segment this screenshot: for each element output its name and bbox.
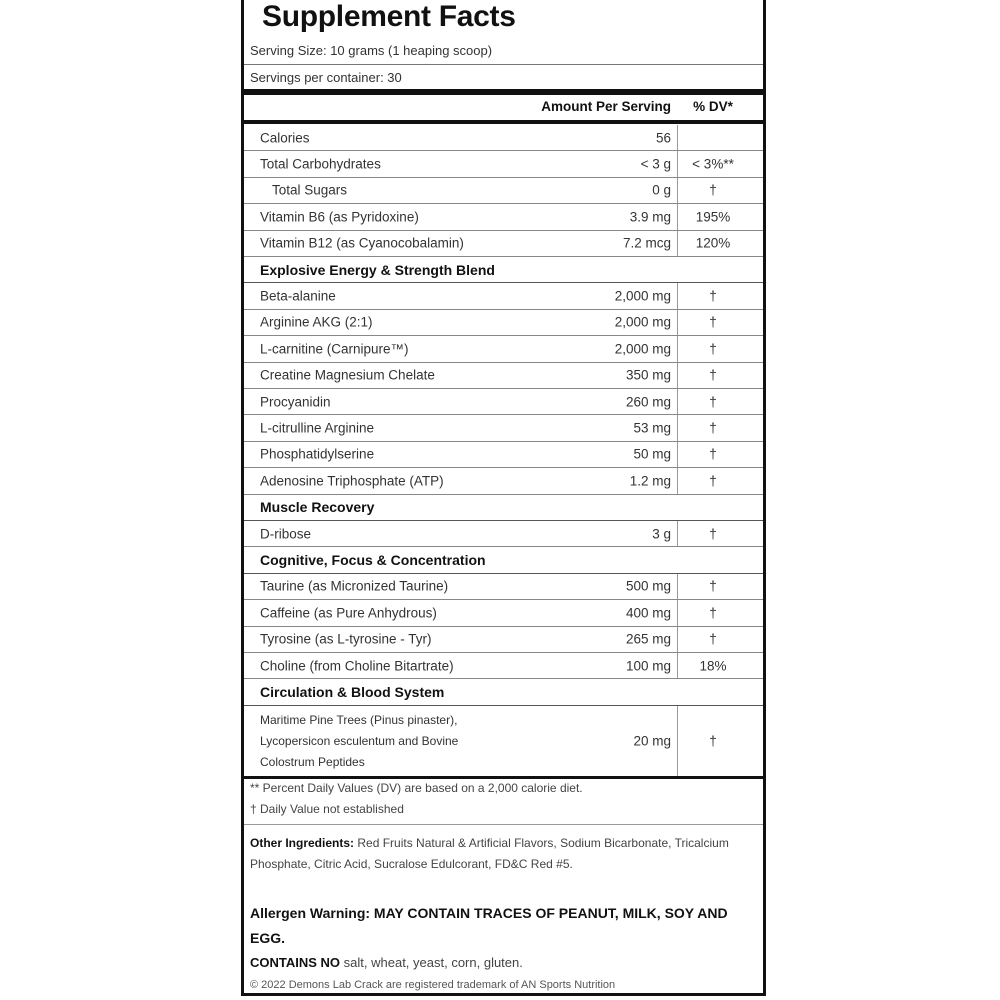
column-divider: [677, 204, 678, 229]
nutrient-amount: 3.9 mg: [629, 209, 671, 225]
allergen-warning: Allergen Warning: MAY CONTAIN TRACES OF PEANUT, MILK, SOY AND EGG.: [250, 905, 728, 946]
nutrient-name: D-ribose: [260, 526, 312, 542]
column-divider: [677, 310, 678, 335]
nutrient-amount: 3 g: [652, 526, 671, 542]
column-divider: [677, 706, 678, 777]
nutrient-amount: 50 mg: [633, 446, 671, 462]
nutrient-amount: 7.2 mcg: [622, 235, 671, 251]
section-row: [244, 679, 763, 705]
nutrient-amount: 2,000 mg: [614, 314, 671, 330]
daily-value: †: [709, 473, 717, 489]
nutrient-amount: 20 mg: [633, 733, 671, 749]
section-row: [244, 547, 763, 573]
nutrient-amount: < 3 g: [640, 156, 671, 172]
daily-value: †: [709, 605, 717, 621]
servings-per-container: Servings per container: 30: [250, 70, 402, 85]
nutrient-amount: 260 mg: [625, 394, 671, 410]
nutrient-name: Vitamin B6 (as Pyridoxine): [260, 209, 419, 225]
amount-per-serving-header: Amount Per Serving: [541, 99, 671, 114]
nutrient-name: L-carnitine (Carnipure™): [260, 341, 409, 357]
nutrient-row: [244, 125, 763, 151]
nutrient-row: [244, 231, 763, 257]
column-divider: [677, 600, 678, 625]
nutrient-name: L-citrulline Arginine: [260, 420, 375, 436]
nutrient-row: [244, 442, 763, 468]
daily-value: †: [709, 578, 717, 594]
daily-value: †: [709, 288, 717, 304]
nutrient-amount: 1.2 mg: [629, 473, 671, 489]
section-heading: Explosive Energy & Strength Blend: [260, 261, 495, 278]
nutrient-name: Tyrosine (as L-tyrosine - Tyr): [260, 631, 432, 647]
contains-no-label: CONTAINS NO: [250, 955, 341, 970]
column-divider: [677, 231, 678, 256]
nutrient-name: Total Carbohydrates: [260, 156, 381, 172]
serving-size: Serving Size: 10 grams (1 heaping scoop): [250, 43, 493, 58]
nutrient-row: [244, 706, 763, 778]
nutrient-row: [244, 178, 763, 204]
header-divider: [244, 120, 763, 124]
nutrient-row: [244, 600, 763, 626]
nutrient-name: Procyanidin: [260, 394, 331, 410]
dagger-footnote: † Daily Value not established: [250, 802, 404, 816]
column-divider: [677, 125, 678, 150]
other-ingredients-label: Other Ingredients:: [250, 836, 355, 850]
column-divider: [677, 415, 678, 440]
column-divider: [677, 363, 678, 388]
nutrient-name-line: Maritime Pine Trees (Pinus pinaster),: [260, 712, 458, 727]
nutrient-amount: 400 mg: [625, 605, 671, 621]
nutrient-name: [260, 710, 590, 773]
daily-value: †: [709, 733, 717, 749]
section-row: [244, 257, 763, 283]
dv-footnote: ** Percent Daily Values (DV) are based on a 2,000 calorie diet.: [250, 781, 583, 795]
nutrient-amount: 53 mg: [633, 420, 671, 436]
other-ingredients-text: Red Fruits Natural & Artificial Flavors, Sodium Bicarbonate, Tricalcium Phosphate, Citric Acid, Sucralose Edulcorant, FD&C Red #5.: [250, 836, 729, 871]
divider: [244, 64, 763, 65]
copyright: © 2022 Demons Lab Crack are registered trademark of AN Sports Nutrition: [250, 979, 616, 991]
daily-value: †: [709, 182, 717, 198]
nutrient-name: Arginine AKG (2:1): [260, 314, 373, 330]
nutrient-row: [244, 521, 763, 547]
daily-value: †: [709, 446, 717, 462]
nutrient-row: [244, 310, 763, 336]
section-heading: Circulation & Blood System: [260, 684, 445, 701]
nutrient-row: [244, 415, 763, 441]
nutrient-row: [244, 574, 763, 600]
nutrient-amount: 2,000 mg: [614, 341, 671, 357]
footnote-divider: [244, 824, 763, 825]
section-row: [244, 495, 763, 521]
nutrient-name: Calories: [260, 130, 310, 146]
column-divider: [677, 389, 678, 414]
nutrient-name: Taurine (as Micronized Taurine): [260, 578, 449, 594]
daily-value: †: [709, 314, 717, 330]
section-heading: Cognitive, Focus & Concentration: [260, 552, 486, 569]
nutrient-amount: 0 g: [652, 182, 671, 198]
nutrient-row: [244, 468, 763, 494]
nutrient-row: [244, 363, 763, 389]
nutrient-amount: 265 mg: [625, 631, 671, 647]
nutrient-name: Vitamin B12 (as Cyanocobalamin): [260, 235, 464, 251]
column-divider: [677, 574, 678, 599]
contains-no: [250, 955, 523, 970]
column-divider: [677, 653, 678, 678]
column-divider: [677, 151, 678, 176]
column-divider: [677, 468, 678, 493]
column-divider: [677, 521, 678, 546]
column-divider: [677, 336, 678, 361]
daily-value: †: [709, 631, 717, 647]
daily-value: < 3%**: [692, 156, 734, 172]
nutrient-name: Adenosine Triphosphate (ATP): [260, 473, 444, 489]
nutrient-name: Beta-alanine: [260, 288, 336, 304]
nutrient-name: Total Sugars: [272, 182, 348, 198]
column-divider: [677, 627, 678, 652]
nutrient-name: Phosphatidylserine: [260, 446, 375, 462]
column-divider: [677, 283, 678, 308]
nutrient-amount: 100 mg: [625, 658, 671, 674]
supplement-facts-panel: [241, 0, 766, 996]
dv-header: % DV*: [693, 99, 733, 114]
daily-value: †: [709, 526, 717, 542]
contains-no-text: salt, wheat, yeast, corn, gluten.: [340, 955, 523, 970]
nutrient-row: [244, 653, 763, 679]
nutrient-amount: 500 mg: [625, 578, 671, 594]
other-ingredients: [250, 833, 750, 875]
daily-value: 120%: [695, 235, 731, 251]
nutrient-name-line: Colostrum Peptides: [260, 754, 365, 769]
column-divider: [677, 178, 678, 203]
nutrient-row: [244, 151, 763, 177]
nutrient-name: Caffeine (as Pure Anhydrous): [260, 605, 437, 621]
nutrient-amount: 2,000 mg: [614, 288, 671, 304]
section-heading: Muscle Recovery: [260, 499, 375, 516]
nutrient-row: [244, 204, 763, 230]
daily-value: 18%: [699, 658, 727, 674]
panel-title: Supplement Facts: [262, 0, 516, 33]
nutrient-name: Choline (from Choline Bitartrate): [260, 658, 454, 674]
table-bottom-rule: [244, 776, 763, 779]
daily-value: †: [709, 420, 717, 436]
nutrient-name: Creatine Magnesium Chelate: [260, 367, 435, 383]
nutrient-row: [244, 627, 763, 653]
daily-value: †: [709, 394, 717, 410]
daily-value: †: [709, 367, 717, 383]
daily-value: †: [709, 341, 717, 357]
column-divider: [677, 442, 678, 467]
nutrient-row: [244, 283, 763, 309]
daily-value: 195%: [695, 209, 731, 225]
nutrient-name-line: Lycopersicon esculentum and Bovine: [260, 733, 459, 748]
thick-divider: [244, 89, 763, 95]
nutrient-row: [244, 389, 763, 415]
nutrient-row: [244, 336, 763, 362]
nutrient-amount: 56: [655, 130, 671, 146]
nutrient-amount: 350 mg: [625, 367, 671, 383]
